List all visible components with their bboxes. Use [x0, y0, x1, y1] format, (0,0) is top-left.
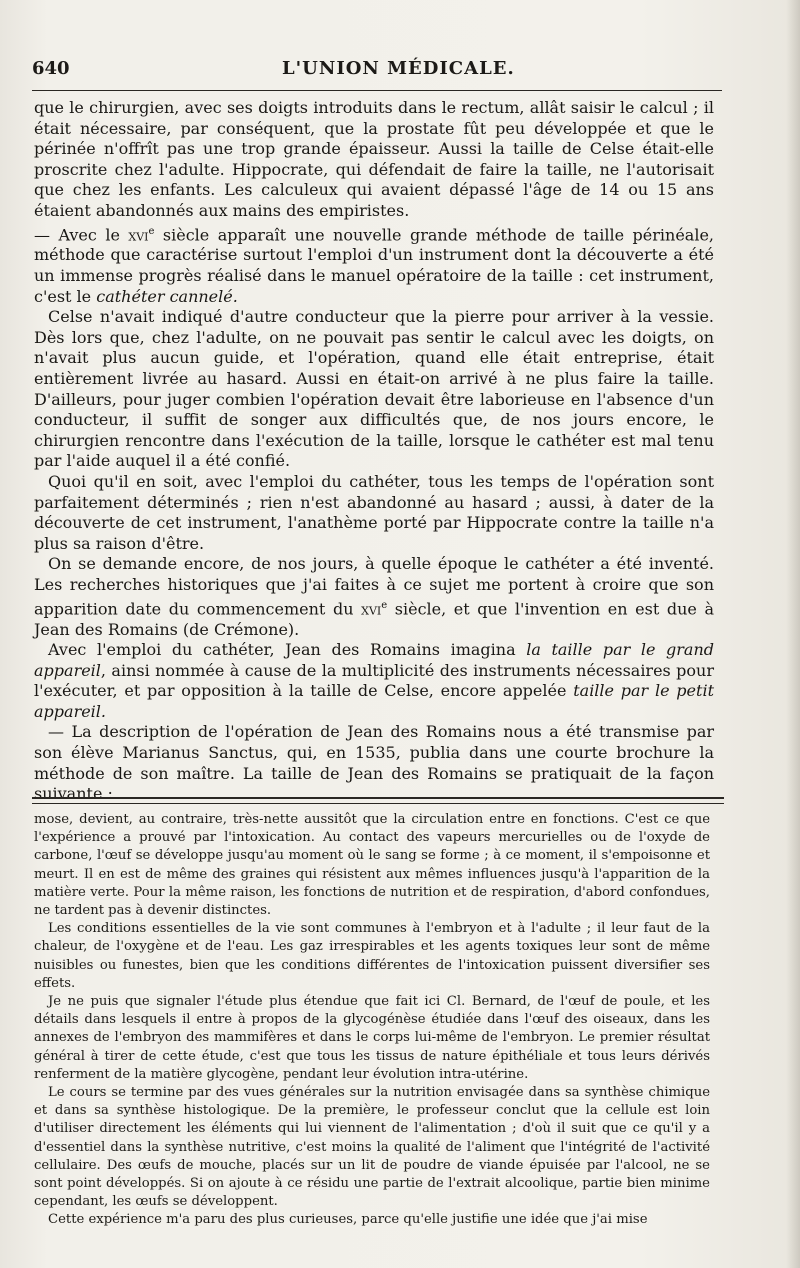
- feuilleton-paragraph-3: Je ne puis que signaler l'étude plus étendue que fait ici Cl. Bernard, de l'œuf de poule, et les détails dans lesquels il entre à propos de la glycogénèse étudiée dans l'œuf des oiseaux, dans les annexes de l'embryon des mammifères et dans le corps lui-même de l'embryon. Le premier résultat général à tirer de cette étude, c'est que tous les tissus de nature épithéliale et tous leurs dérivés renferment de la matière glycogène, pendant leur évolution intra-utérine.: [34, 994, 710, 1082]
- page-number: 640: [32, 58, 70, 79]
- header-rule: [32, 90, 722, 91]
- feuilleton-paragraph-1: mose, devient, au contraire, très-nette aussitôt que la circulation entre en fonctions. C'est ce que l'expérience a prouvé par l'intoxication. Au contact des vapeurs mercurielles ou de l'oxyde de carbone, l'œuf se développe jusqu'au moment où le sang se forme ; à ce moment, il s'empoisonne et meurt. Il en est de même des graines qui résistent aux mêmes influences jusqu'à l'apparition de la matière verte. Pour la même raison, les fonctions de nutrition et de respiration, d'abord confondues, ne tardent pas à devenir distinctes.: [34, 812, 710, 919]
- paragraph-5: On se demande encore, de nos jours, à quelle époque le cathéter a été inventé. Les recherches historiques que j'ai faites à ce sujet me portent à croire que son apparition date du commencement du xvi$^e$ siècle, et que l'invention en est due à Jean des Romains (de Crémone).: [34, 554, 715, 639]
- catheter-term: cathéter cannelé.: [96, 286, 238, 306]
- paragraph-4: Quoi qu'il en soit, avec l'emploi du cathéter, tous les temps de l'opération sont parfaitement déterminés ; rien n'est abandonné au hasard ; aussi, à dater de la découverte de cet instrument, l'anathème porté par Hippocrate contre la taille n'a plus sa raison d'être.: [34, 472, 714, 553]
- paragraph-1: que le chirurgien, avec ses doigts introduits dans le rectum, allât saisir le calcul ; il était nécessaire, par conséquent, que la prostate fût peu développée et que le périnée n'offrît pas une trop grande épaisseur. Aussi la taille de Celse était-elle proscrite chez l'adulte. Hippocrate, qui défendait de faire la taille, ne l'autorisait que chez les enfants. Les calculeux qui avaient dépassé l'âge de 14 ou 15 ans étaient abandonnés aux mains des empiristes.: [34, 98, 714, 220]
- paragraph-3: Celse n'avait indiqué d'autre conducteur que la pierre pour arriver à la vessie. Dès lors que, chez l'adulte, on ne pouvait pas sentir le calcul avec les doigts, on n'avait plus aucun guide, et l'opération, quand elle était entreprise, était entièrement livrée au hasard. Aussi en était-on arrivé à ne plus faire la taille. D'ailleurs, pour juger combien l'opération devait être laborieuse en l'absence d'un conducteur, il suffit de songer aux difficultés que, de nos jours encore, le chirurgien rencontre dans l'exécution de la taille, lorsque le cathéter est mal tenu par l'aide auquel il a été confié.: [34, 307, 714, 471]
- feuilleton-paragraph-2: Les conditions essentielles de la vie sont communes à l'embryon et à l'adulte ; il leur faut de la chaleur, de l'oxygène et de l'eau. Les gaz irrespirables et les agents toxiques leur sont de même nuisibles ou funestes, bien que les conditions différentes de l'intoxication puissent diversifier ses effets.: [34, 921, 710, 991]
- paragraph-2: — Avec le xvi$^e$ siècle apparaît une nouvelle grande méthode de taille périnéale, méthode que caractérise surtout l'emploi d'un instrument dont la découverte a été un immense progrès réalisé dans le manuel opératoire de la taille : cet instrument, c'est le cathéter cannelé.: [34, 224, 714, 306]
- feuilleton-paragraph-4: Le cours se termine par des vues générales sur la nutrition envisagée dans sa synthèse chimique et dans sa synthèse histologique. De la première, le professeur conclut que la cellule est loin d'utiliser directement les éléments qui lui viennent de l'alimentation ; d'où il suit que ce qu'il y a d'essentiel dans la synthèse nutritive, c'est moins la qualité de l'aliment que l'intégrité de l'activité cellulaire. Des œufs de mouche, placés sur un lit de poudre de viande épuisée par l'alcool, ne se sont point développés. Si on ajoute à ce résidu une partie de l'extrait alcoolique, partie bien minime cependant, les œufs se développent.: [34, 1085, 710, 1210]
- feuilleton-paragraph-5: Cette expérience m'a paru des plus curieuses, parce qu'elle justifie une idée que j'ai mise: [48, 1212, 648, 1228]
- main-text: [34, 98, 714, 805]
- grand-appareil-term: la taille par le grand appareil: [34, 640, 715, 680]
- paragraph-7: — La description de l'opération de Jean des Romains nous a été transmise par son élève Marianus Sanctus, qui, en 1535, publia dans une courte brochure la méthode de son maître. La taille de Jean des Romains se pratiquait de la façon suivante :: [34, 722, 714, 804]
- feuilleton-separator: [32, 797, 724, 804]
- petit-appareil-term: taille par le petit appareil.: [34, 681, 714, 721]
- feuilleton-text: [34, 811, 710, 1230]
- page-edge-shadow: [786, 0, 800, 1268]
- running-title: L'UNION MÉDICALE.: [282, 58, 515, 79]
- page-header: [32, 58, 722, 84]
- paragraph-6: Avec l'emploi du cathéter, Jean des Romains imagina la taille par le grand appareil, ainsi nommée à cause de la multiplicité des instruments nécessaires pour l'exécuter, et par opposition à la taille de Celse, encore appelée taille par le petit appareil.: [34, 640, 715, 721]
